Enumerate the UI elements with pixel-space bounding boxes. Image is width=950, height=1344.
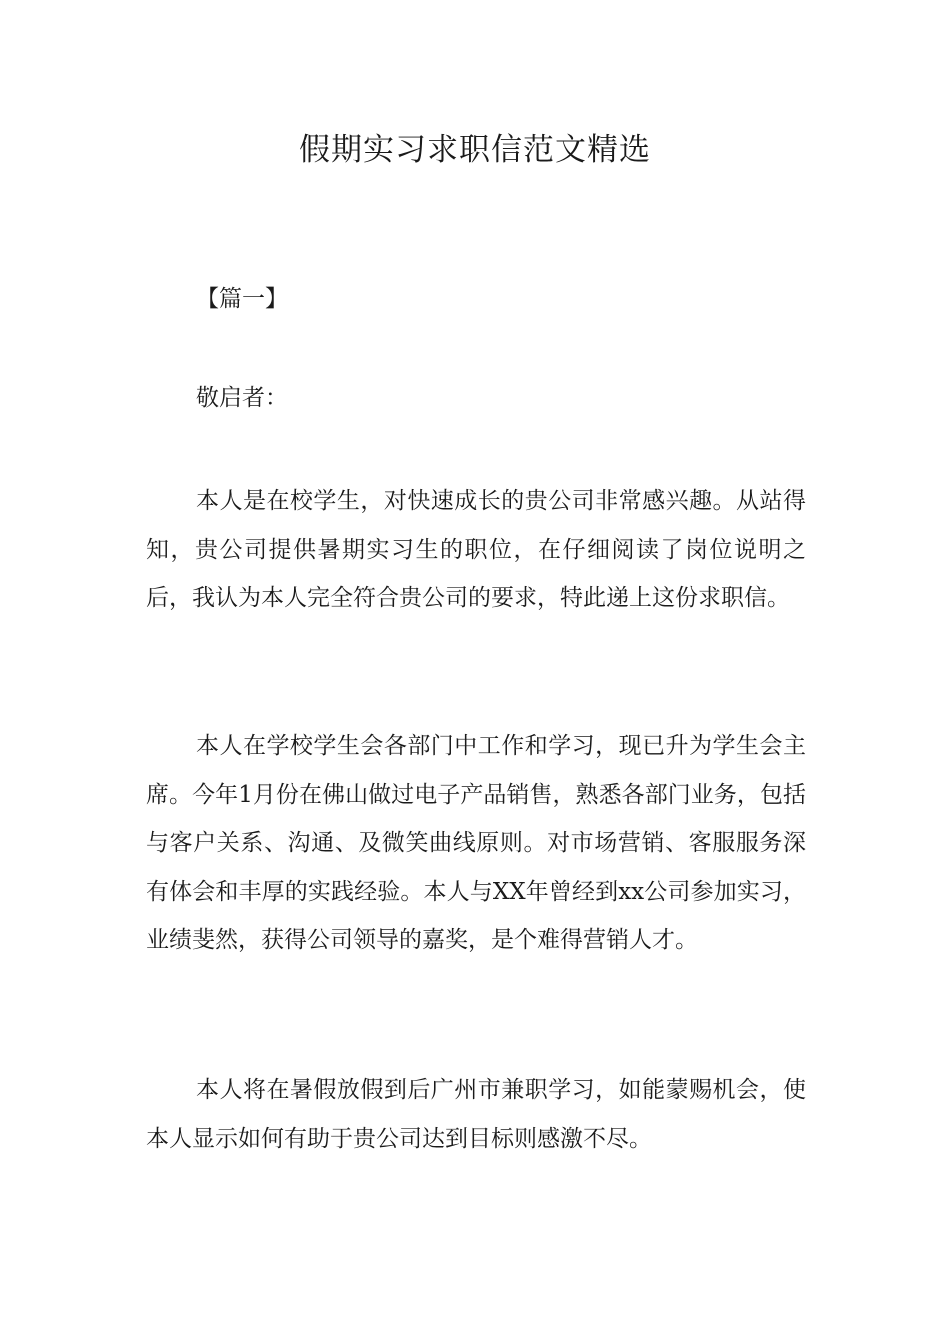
- paragraph-1: 本人是在校学生，对快速成长的贵公司非常感兴趣。从站得知，贵公司提供暑期实习生的职位，在仔细阅读了岗位说明之后，我认为本人完全符合贵公司的要求，特此递上这份求职信。: [146, 488, 806, 611]
- section-label: 【篇一】: [196, 286, 288, 312]
- paragraph-2: 本人在学校学生会各部门中工作和学习，现已升为学生会主席。今年1月份在佛山做过电子产品销售，熟悉各部门业务，包括与客户关系、沟通、及微笑曲线原则。对市场营销、客服服务深有体会和丰厚的实践经验。本人与XX年曾经到xx公司参加实习，业绩斐然，获得公司领导的嘉奖，是个难得营销人才。: [146, 733, 806, 953]
- salutation: 敬启者：: [196, 385, 288, 411]
- document-title: 假期实习求职信范文精选: [299, 132, 651, 168]
- paragraph-3: 本人将在暑假放假到后广州市兼职学习，如能蒙赐机会，使本人显示如何有助于贵公司达到目标则感激不尽。: [146, 1077, 806, 1152]
